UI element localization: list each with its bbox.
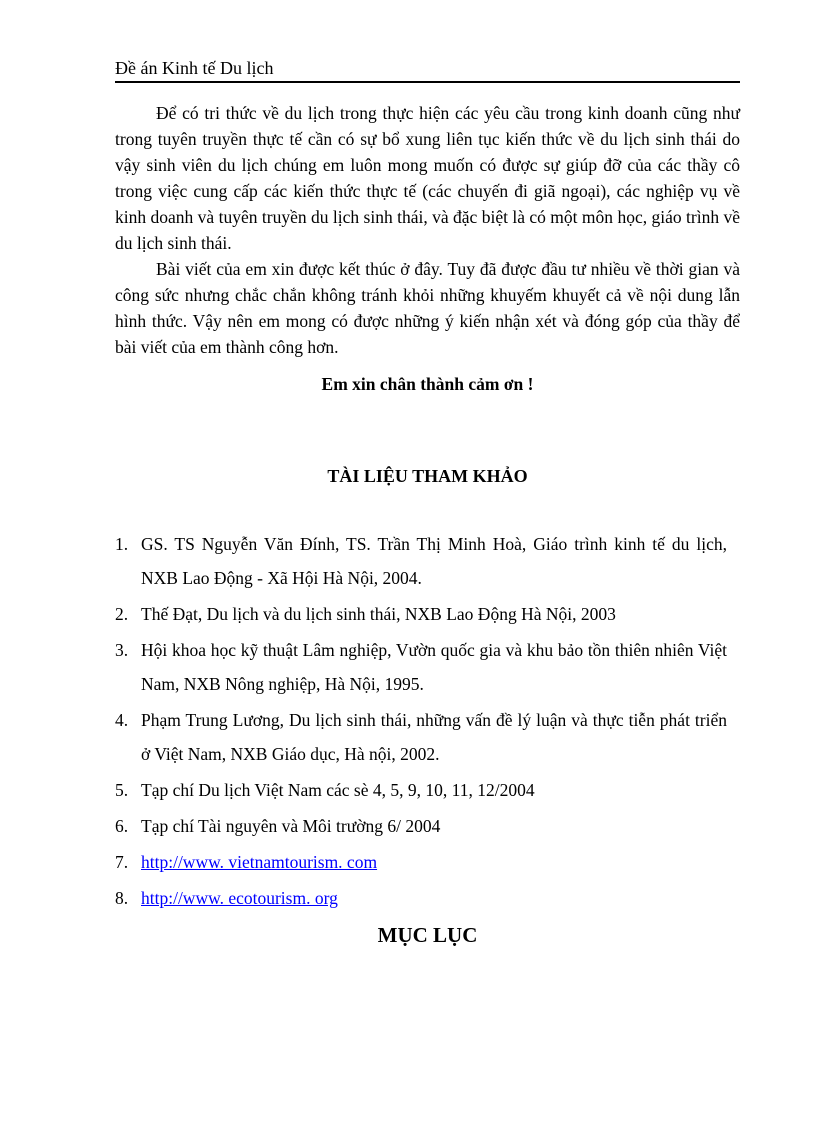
body-text bbox=[115, 100, 740, 360]
reference-number: 7. bbox=[115, 852, 129, 872]
reference-link-ecotourism[interactable]: http://www. ecotourism. org bbox=[141, 888, 338, 908]
references-title: TÀI LIỆU THAM KHẢO bbox=[327, 466, 528, 486]
reference-text: Hội khoa học kỹ thuật Lâm nghiệp, Vườn quốc gia và khu bảo tồn thiên nhiên Việt Nam, NXB Nông nghiệp, Hà Nội, 1995. bbox=[141, 640, 727, 694]
reference-item bbox=[115, 773, 727, 807]
reference-number: 6. bbox=[115, 816, 129, 836]
reference-item bbox=[115, 703, 727, 771]
reference-number: 3. bbox=[115, 640, 129, 660]
reference-number: 4. bbox=[115, 710, 129, 730]
reference-text: GS. TS Nguyễn Văn Đính, TS. Trần Thị Minh Hoà, Giáo trình kinh tế du lịch, NXB Lao Động - Xã Hội Hà Nội, 2004. bbox=[141, 534, 727, 588]
reference-item bbox=[115, 527, 727, 595]
references-list bbox=[115, 527, 727, 917]
reference-number: 1. bbox=[115, 534, 129, 554]
reference-text: Tạp chí Du lịch Việt Nam các sè 4, 5, 9, 10, 11, 12/2004 bbox=[141, 780, 535, 800]
thanks-line: Em xin chân thành cảm ơn ! bbox=[321, 374, 534, 394]
reference-link-vietnamtourism[interactable]: http://www. vietnamtourism. com bbox=[141, 852, 378, 872]
paragraph-1: Để có tri thức về du lịch trong thực hiện các yêu cầu trong kinh doanh cũng như trong tuyên truyền thực tế cần có sự bổ xung liên tục kiến thức về du lịch sinh thái do vậy sinh viên du lịch chúng em luôn mong muốn có được sự giúp đỡ của các thầy cô trong việc cung cấp các kiến thức thực tế (các chuyến đi giã ngoại), các nghiệp vụ về kinh doanh và tuyên truyền du lịch sinh thái, và đặc biệt là có một môn học, giáo trình về du lịch sinh thái. bbox=[115, 103, 740, 253]
reference-item bbox=[115, 881, 727, 915]
page-header bbox=[115, 57, 740, 83]
reference-item bbox=[115, 809, 727, 843]
toc-title: MỤC LỤC bbox=[377, 923, 478, 947]
reference-text: Phạm Trung Lương, Du lịch sinh thái, những vấn đề lý luận và thực tiễn phát triển ở Việt Nam, NXB Giáo dục, Hà nội, 2002. bbox=[141, 710, 727, 764]
reference-item bbox=[115, 845, 727, 879]
paragraph-2: Bài viết của em xin được kết thúc ở đây. Tuy đã được đầu tư nhiều về thời gian và công sức nhưng chắc chắn không tránh khỏi những khuyếm khuyết cả về nội dung lẫn hình thức. Vậy nên em mong có được những ý kiến nhận xét và đóng góp của thầy để bài viết của em thành công hơn. bbox=[115, 259, 740, 357]
reference-item bbox=[115, 597, 727, 631]
reference-text: Tạp chí Tài nguyên và Môi trường 6/ 2004 bbox=[141, 816, 441, 836]
header-title: Đề án Kinh tế Du lịch bbox=[115, 58, 274, 78]
reference-number: 5. bbox=[115, 780, 129, 800]
reference-item bbox=[115, 633, 727, 701]
reference-number: 8. bbox=[115, 888, 129, 908]
reference-text: Thế Đạt, Du lịch và du lịch sinh thái, NXB Lao Động Hà Nội, 2003 bbox=[141, 604, 616, 624]
reference-number: 2. bbox=[115, 604, 129, 624]
